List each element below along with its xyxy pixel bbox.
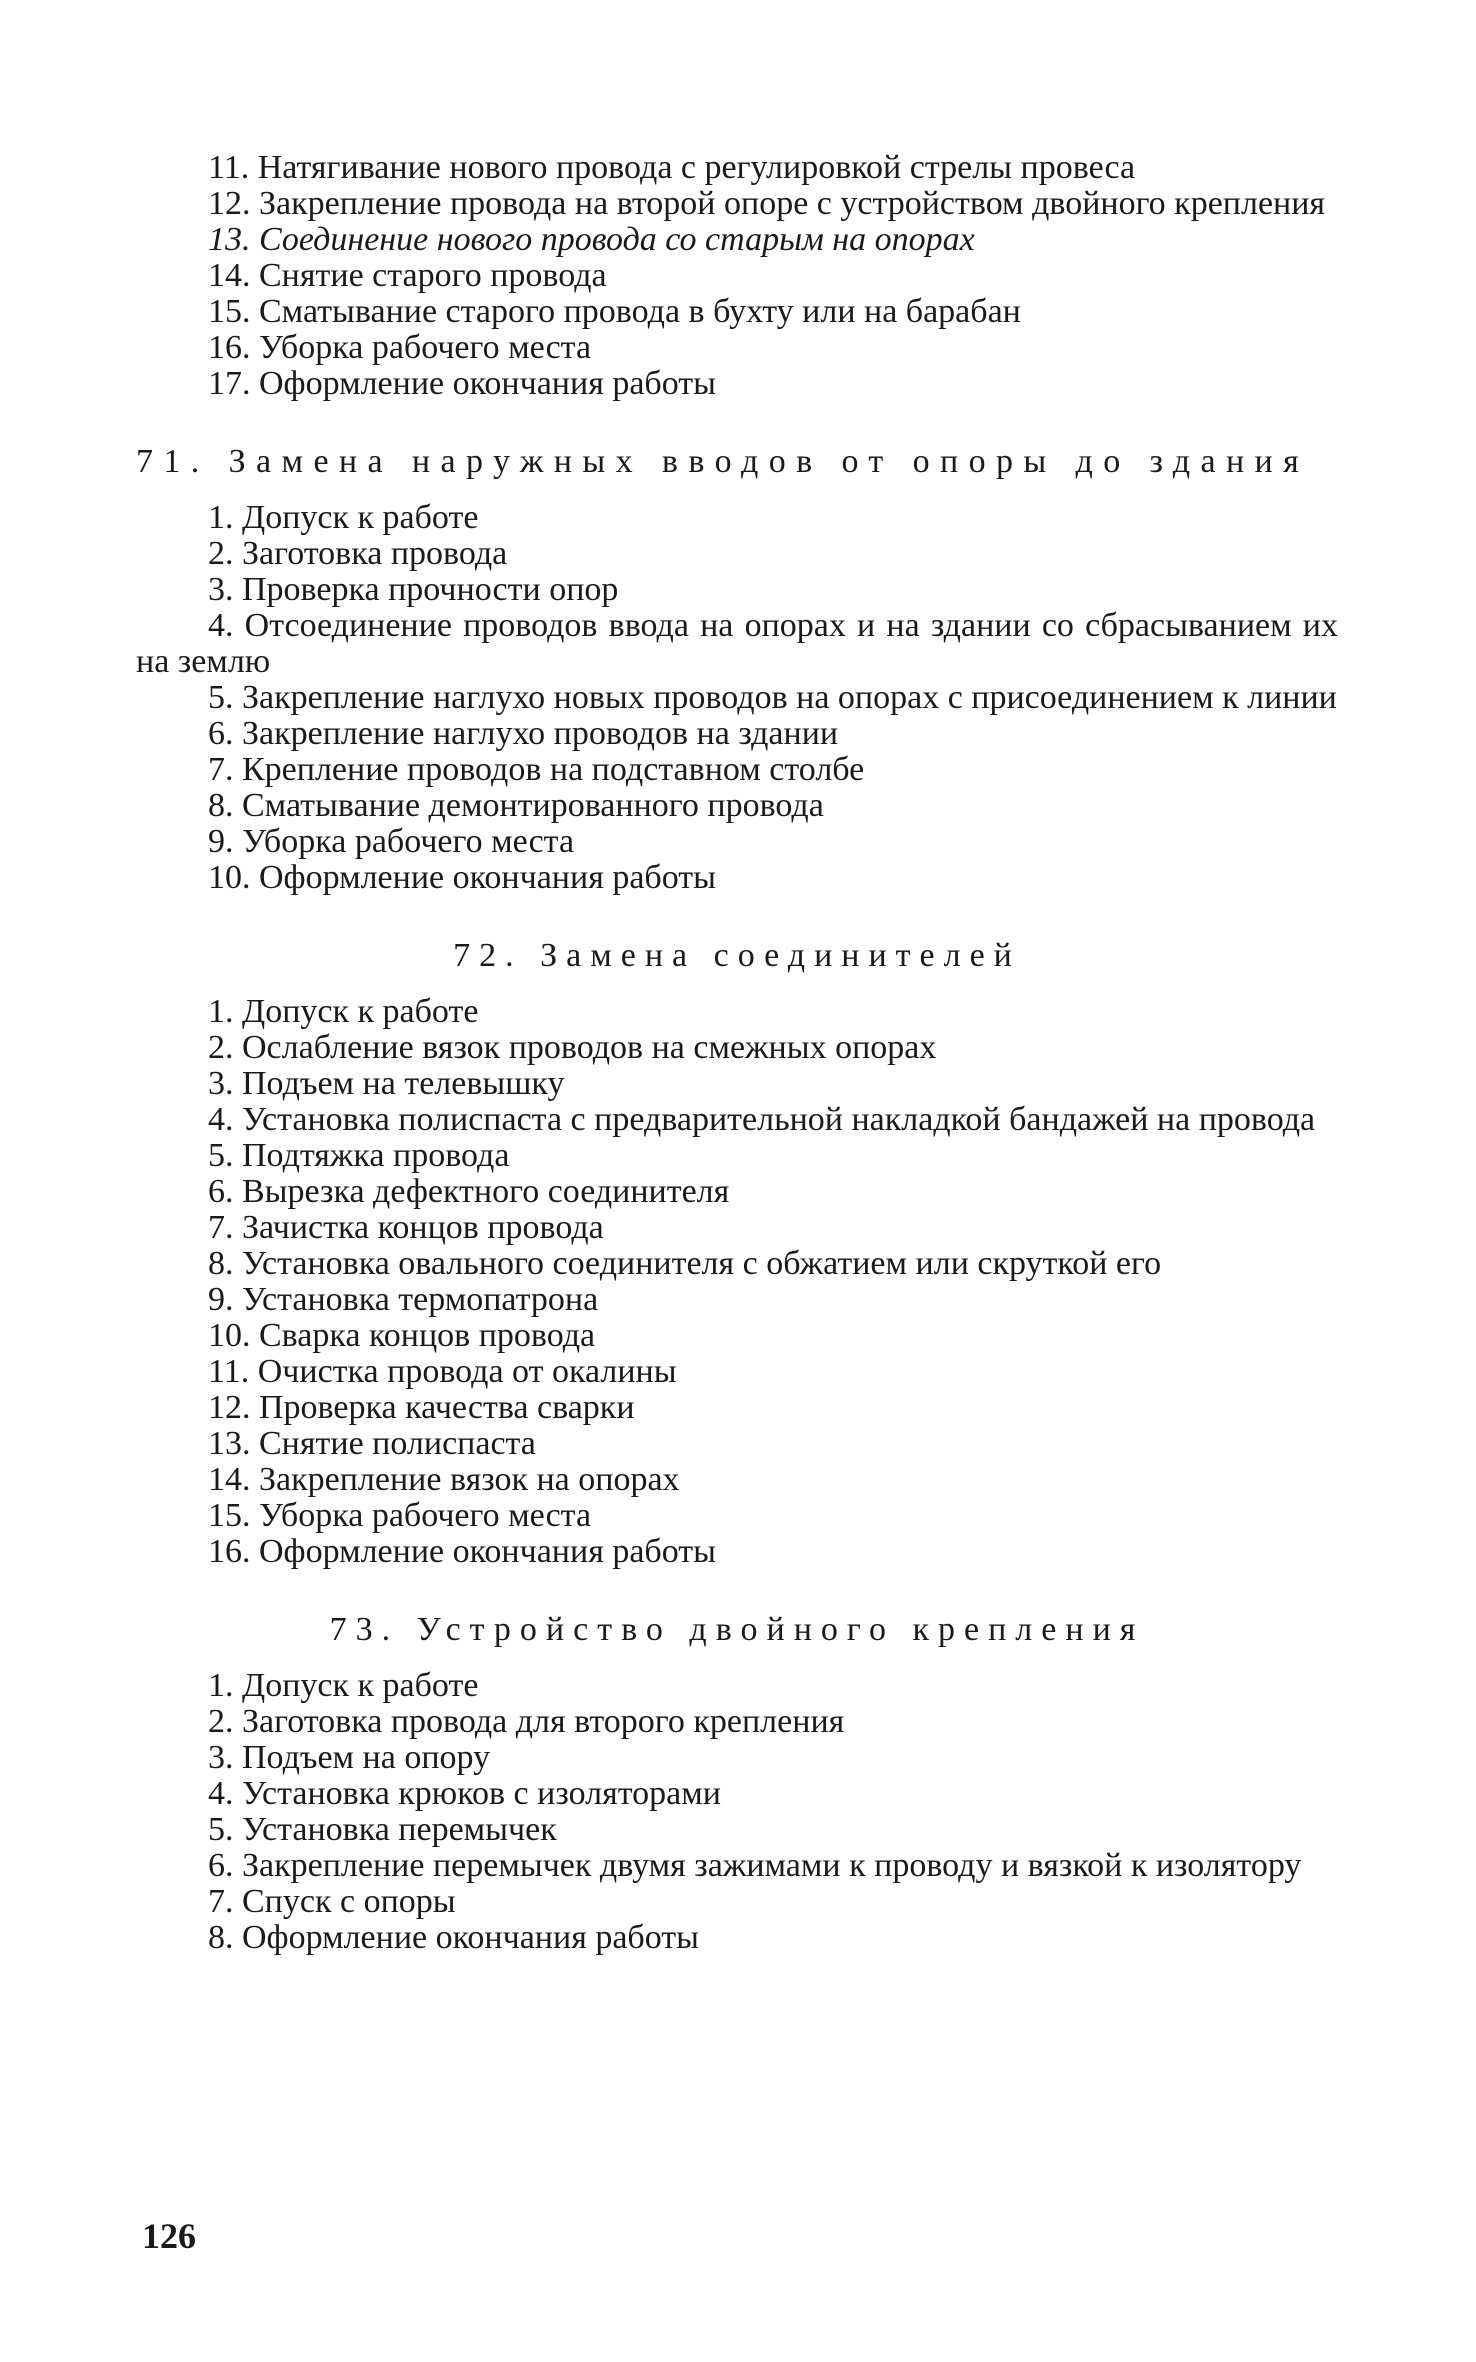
list-item: 8. Установка овального соединителя с обжатием или скруткой его (208, 1245, 1162, 1282)
list-item: 6. Закрепление наглухо проводов на здании (208, 715, 839, 752)
list-item: 1. Допуск к работе (208, 993, 479, 1030)
list-item: 5. Установка перемычек (208, 1811, 557, 1848)
list-item: 16. Уборка рабочего места (208, 329, 592, 366)
list-item: 9. Уборка рабочего места (208, 823, 575, 860)
list-item: 3. Проверка прочности опор (208, 571, 619, 608)
list-item: 12. Проверка качества сварки (208, 1389, 635, 1426)
list-item: 8. Оформление окончания работы (208, 1919, 699, 1956)
list-item: 2. Заготовка провода (208, 535, 508, 572)
list-item: 8. Сматывание демонтированного провода (208, 787, 824, 824)
list-item: 15. Уборка рабочего места (208, 1497, 592, 1534)
section-71-title: 71. Замена наружных вводов от опоры до здания (136, 443, 1310, 480)
list-item: 11. Очистка провода от окалины (208, 1353, 677, 1390)
list-item: 15. Сматывание старого провода в бухту или на барабан (208, 293, 1021, 330)
list-item: 10. Оформление окончания работы (208, 859, 716, 896)
list-item: 14. Снятие старого провода (208, 257, 607, 294)
list-item: 4. Установка крюков с изоляторами (208, 1775, 721, 1812)
list-item: 7. Спуск с опоры (208, 1883, 456, 1920)
list-item: 10. Сварка концов провода (208, 1317, 596, 1354)
list-item: 11. Натягивание нового провода с регулировкой стрелы провеса (208, 149, 1136, 186)
list-item: 2. Заготовка провода для второго крепления (208, 1703, 845, 1740)
section-70-tail (136, 150, 1338, 402)
list-item: 17. Оформление окончания работы (208, 365, 716, 402)
list-item: 1. Допуск к работе (208, 1667, 479, 1704)
list-item: 7. Зачистка концов провода (208, 1209, 604, 1246)
list-item: 4. Отсоединение проводов ввода на опорах и на здании со сбрасыванием их на землю (136, 607, 1338, 680)
list-item: 2. Ослабление вязок проводов на смежных опорах (208, 1029, 937, 1066)
page-number: 126 (142, 2216, 196, 2256)
list-item: 13. Снятие полиспаста (208, 1425, 536, 1462)
list-item: 7. Крепление проводов на подставном столбе (208, 751, 865, 788)
list-item: 14. Закрепление вязок на опорах (208, 1461, 680, 1498)
section-73-title: 73. Устройство двойного крепления (329, 1611, 1145, 1648)
section-72-list (136, 994, 1338, 1570)
list-item: 13. Соединение нового провода со старым на опорах (208, 221, 975, 258)
list-item: 9. Установка термопатрона (208, 1281, 599, 1318)
section-73-list (136, 1668, 1338, 1956)
list-item: 4. Установка полиспаста с предварительной накладкой бандажей на провода (208, 1101, 1316, 1138)
list-item: 12. Закрепление провода на второй опоре с устройством двойного крепления (208, 185, 1326, 222)
section-71-list (136, 500, 1338, 896)
list-item: 6. Закрепление перемычек двумя зажимами к проводу и вязкой к изолятору (208, 1847, 1302, 1884)
page-content (136, 150, 1338, 1956)
list-item: 6. Вырезка дефектного соединителя (208, 1173, 730, 1210)
list-item: 16. Оформление окончания работы (208, 1533, 716, 1570)
list-item: 5. Подтяжка провода (208, 1137, 510, 1174)
section-72-title: 72. Замена соединителей (453, 937, 1021, 974)
list-item: 5. Закрепление наглухо новых проводов на опорах с присоединением к линии (208, 679, 1337, 716)
list-item: 3. Подъем на опору (208, 1739, 491, 1776)
list-item: 1. Допуск к работе (208, 499, 479, 536)
list-item: 3. Подъем на телевышку (208, 1065, 565, 1102)
